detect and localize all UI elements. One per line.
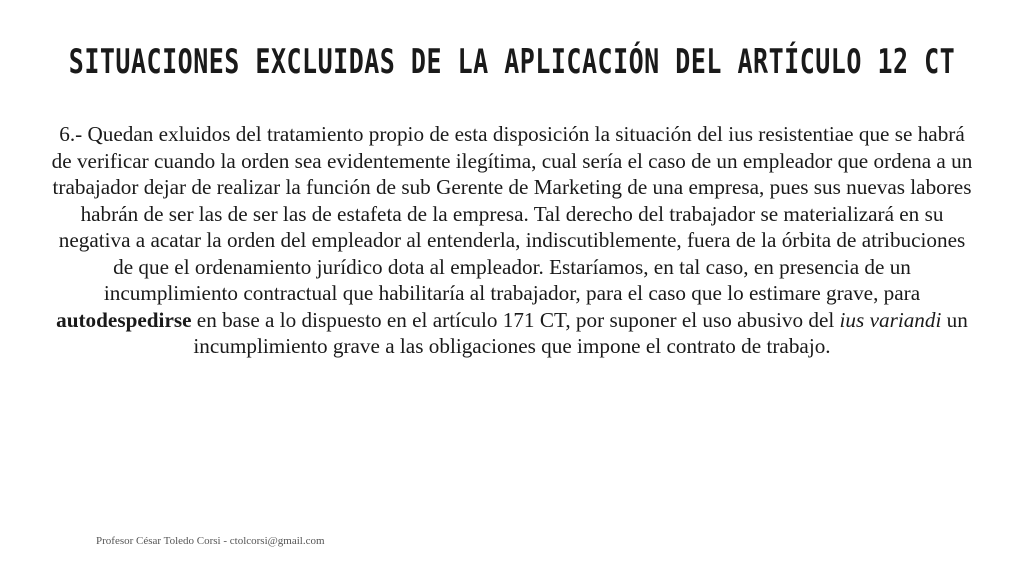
- footer-author: Profesor César Toledo Corsi - ctolcorsi@gmail.com: [96, 535, 325, 547]
- paragraph-text-part3: un incumplimiento grave a las obligaciones que impone el contrato de trabajo.: [193, 307, 968, 358]
- slide-title: SITUACIONES EXCLUIDAS DE LA APLICACIÓN DEL ARTÍCULO 12 CT: [68, 42, 956, 82]
- paragraph-text-part1: 6.- Quedan exluidos del tratamiento propio de esta disposición la situación del ius resistentiae que se habrá de verificar cuando la orden sea evidentemente ilegítima, cual sería el caso de un empleador que ordena a un trabajador dejar de realizar la función de sub Gerente de Marketing de una empresa, pues sus nuevas labores habrán de ser las de ser las de estafeta de la empresa. Tal derecho del trabajador se materializará en su negativa a acatar la orden del empleador al entenderla, indiscutiblemente, fuera de la órbita de atribuciones de que el ordenamiento jurídico dota al empleador. Estaríamos, en tal caso, en presencia de un incumplimiento contractual que habilitaría al trabajador, para el caso que lo estimare grave, para: [51, 122, 973, 305]
- body-paragraph: [50, 121, 974, 360]
- italic-term: ius variandi: [839, 307, 942, 332]
- bold-term: autodespedirse: [56, 307, 192, 332]
- paragraph-text-part2: en base a lo dispuesto en el artículo 171 CT, por suponer el uso abusivo del: [191, 307, 840, 332]
